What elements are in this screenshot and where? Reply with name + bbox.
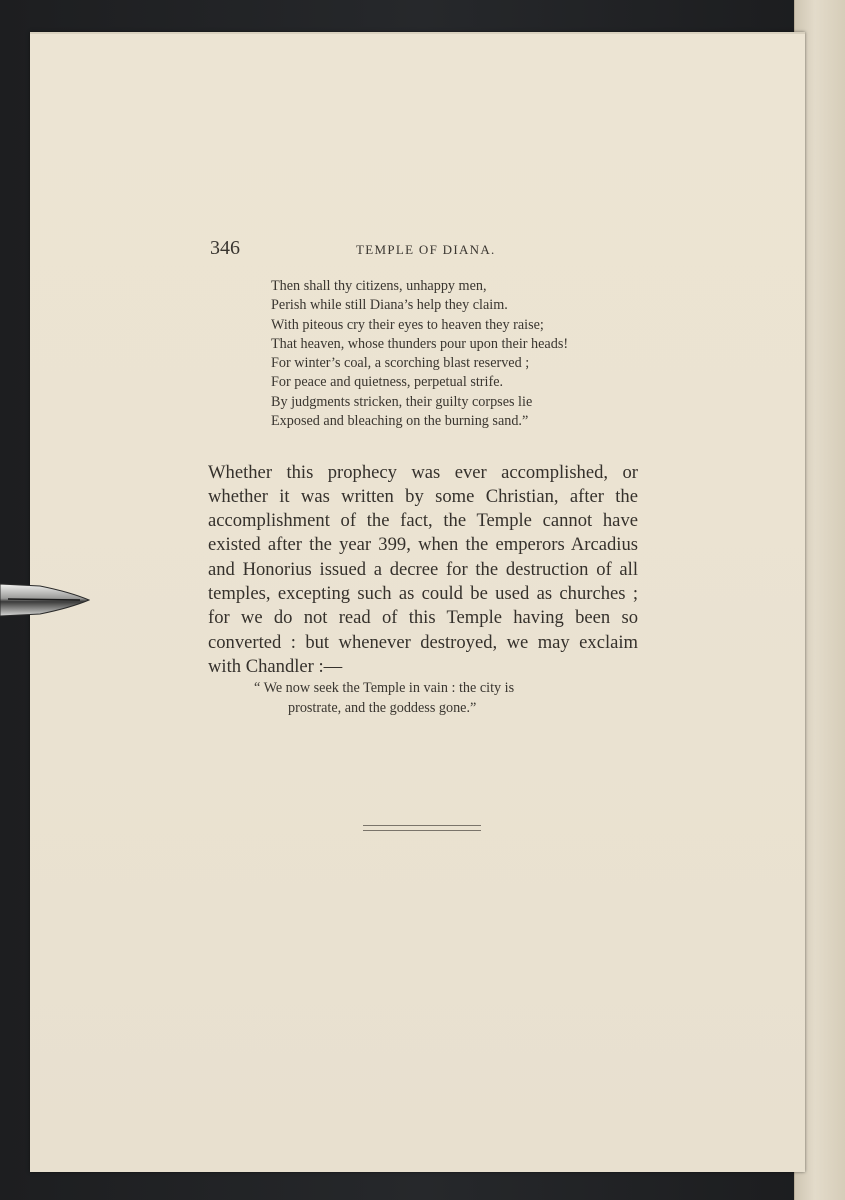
section-rule xyxy=(363,825,481,831)
page-number: 346 xyxy=(210,237,240,259)
body-paragraph: Whether this prophecy was ever accomplished, or whether it was written by some Christian, after the accomplishment of the fact, the Temple cannot have existed after the year 399, when the emperors Arcadius and Honorius issued a decree for the destruction of all temples, excepting such as could be used as churches ; for we do not read of this Temple having been so converted : but whenever destroyed, we may exclaim with Chandler :— xyxy=(208,461,638,677)
verse-line: By judgments stricken, their guilty corpses lie xyxy=(271,393,533,410)
verse-line: Perish while still Diana’s help they claim. xyxy=(271,297,508,314)
verse-line: For winter’s coal, a scorching blast reserved ; xyxy=(271,355,530,372)
verse-line: With piteous cry their eyes to heaven they raise; xyxy=(271,316,544,333)
block-quote xyxy=(254,679,614,718)
page-header xyxy=(210,237,640,261)
verse-line: Exposed and bleaching on the burning sand.” xyxy=(271,413,529,430)
quote-line: prostrate, and the goddess gone.” xyxy=(288,699,477,716)
book-page xyxy=(30,32,805,1172)
pen-nib-pointer-icon xyxy=(0,578,90,622)
verse-line: That heaven, whose thunders pour upon their heads! xyxy=(271,335,569,352)
verse-line: Then shall thy citizens, unhappy men, xyxy=(271,278,487,294)
quote-line: “ We now seek the Temple in vain : the city is xyxy=(254,680,515,696)
running-title: TEMPLE OF DIANA. xyxy=(356,242,496,257)
verse-block xyxy=(271,277,651,431)
verse-line: For peace and quietness, perpetual strife. xyxy=(271,374,504,391)
